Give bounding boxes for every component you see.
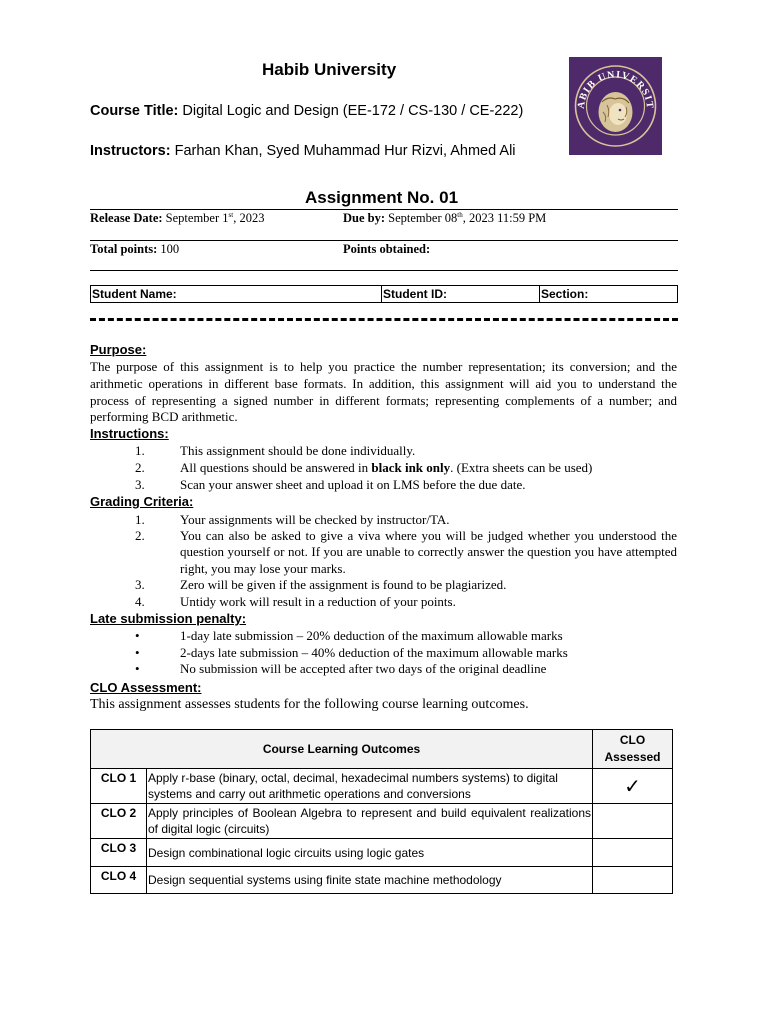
instructors-label: Instructors: xyxy=(90,143,171,159)
course-title-value: Digital Logic and Design (EE-172 / CS-130 / CE-222) xyxy=(178,103,524,119)
clo-assessed-cell xyxy=(593,867,673,894)
instruction-emphasis: black ink only xyxy=(371,460,451,475)
grading-item: Untidy work will result in a reduction of your points. xyxy=(180,594,456,609)
divider xyxy=(90,240,678,241)
list-number: 1. xyxy=(135,443,145,458)
purpose-text: The purpose of this assignment is to help you practice the number representation; its conversion; and the arithmetic operations in different base formats. In addition, this assignment will aid you to understand the process of representing a signed number in different formats; representing complements of a number; and performing BCD arithmetic. xyxy=(90,359,677,425)
instruction-text: . (Extra sheets can be used) xyxy=(450,460,593,475)
column-header-outcomes: Course Learning Outcomes xyxy=(91,730,593,769)
instructions-heading: Instructions: xyxy=(90,426,169,441)
divider xyxy=(90,209,678,210)
list-number: 3. xyxy=(135,577,145,592)
grading-item: Zero will be given if the assignment is found to be plagiarized. xyxy=(180,577,507,592)
release-date-year: , 2023 xyxy=(233,211,265,225)
instruction-item xyxy=(180,460,677,476)
due-date-time: , 2023 11:59 PM xyxy=(462,211,547,225)
bullet-icon: • xyxy=(135,661,140,676)
clo-assessed-cell xyxy=(593,804,673,839)
clo-description: Design combinational logic circuits using logic gates xyxy=(147,839,593,867)
table-row xyxy=(91,867,673,894)
table-row xyxy=(91,839,673,867)
total-points xyxy=(90,242,179,257)
instructors-line xyxy=(90,143,516,159)
clo-assessed-cell xyxy=(593,839,673,867)
due-date xyxy=(343,211,546,226)
instruction-item: Scan your answer sheet and upload it on LMS before the due date. xyxy=(180,477,526,492)
grading-heading: Grading Criteria: xyxy=(90,494,194,509)
list-number: 2. xyxy=(135,528,145,543)
points-obtained-label: Points obtained: xyxy=(343,242,431,256)
checkmark-icon: ✓ xyxy=(593,769,673,804)
release-date-suffix: st xyxy=(228,210,234,219)
clo-table xyxy=(90,729,673,894)
assignment-title: Assignment No. 01 xyxy=(305,188,459,207)
clo-description: Apply principles of Boolean Algebra to represent and build equivalent realizations of digital logic (circuits) xyxy=(147,804,593,839)
university-logo xyxy=(569,57,662,155)
total-points-label: Total points: xyxy=(90,242,158,256)
grading-item: You can also be asked to give a viva where you will be judged whether you understood the question yourself or not. If you are unable to correctly answer the question you have attempted right, you may lose your marks. xyxy=(180,528,677,576)
student-id-field[interactable]: Student ID: xyxy=(381,286,540,302)
university-title: Habib University xyxy=(262,60,397,79)
due-date-value: September 08 xyxy=(385,211,458,225)
university-seal-icon xyxy=(569,57,662,155)
clo-description: Apply r-base (binary, octal, decimal, hexadecimal numbers systems) to digital systems and carry out arithmetic operations and conversions xyxy=(147,769,593,804)
logo-text: ABIB UNIVERSIT xyxy=(575,69,656,110)
list-number: 3. xyxy=(135,477,145,492)
clo-id: CLO 4 xyxy=(91,867,147,894)
bullet-icon: • xyxy=(135,645,140,660)
column-header-assessed: CLO Assessed xyxy=(593,730,673,769)
total-points-value: 100 xyxy=(157,242,180,256)
section-field[interactable]: Section: xyxy=(539,286,678,302)
list-number: 2. xyxy=(135,460,145,475)
clo-description: Design sequential systems using finite state machine methodology xyxy=(147,867,593,894)
course-title-label: Course Title: xyxy=(90,103,179,119)
purpose-heading: Purpose: xyxy=(90,342,147,357)
list-number: 4. xyxy=(135,594,145,609)
table-row xyxy=(91,804,673,839)
late-penalty-item: 2-days late submission – 40% deduction of the maximum allowable marks xyxy=(180,645,568,660)
release-date xyxy=(90,211,264,226)
due-date-label: Due by: xyxy=(343,211,386,225)
late-penalty-item: 1-day late submission – 20% deduction of the maximum allowable marks xyxy=(180,628,563,643)
divider xyxy=(90,270,678,271)
instruction-item: This assignment should be done individually. xyxy=(180,443,416,458)
table-row xyxy=(91,769,673,804)
list-number: 1. xyxy=(135,512,145,527)
bullet-icon: • xyxy=(135,628,140,643)
clo-heading: CLO Assessment: xyxy=(90,680,202,695)
clo-id: CLO 3 xyxy=(91,839,147,867)
due-date-suffix: th xyxy=(457,210,463,219)
dashed-separator xyxy=(90,318,678,321)
release-date-label: Release Date: xyxy=(90,211,163,225)
late-penalty-item: No submission will be accepted after two days of the original deadline xyxy=(180,661,547,676)
grading-item: Your assignments will be checked by instructor/TA. xyxy=(180,512,450,527)
student-info-box xyxy=(90,285,678,303)
clo-id: CLO 2 xyxy=(91,804,147,839)
late-penalty-heading: Late submission penalty: xyxy=(90,611,247,626)
course-title-line xyxy=(90,103,523,119)
clo-intro: This assignment assesses students for the following course learning outcomes. xyxy=(90,697,529,712)
instructors-value: Farhan Khan, Syed Muhammad Hur Rizvi, Ahmed Ali xyxy=(170,143,516,159)
release-date-value: September 1 xyxy=(162,211,229,225)
clo-id: CLO 1 xyxy=(91,769,147,804)
table-header-row xyxy=(91,730,673,769)
instruction-text: All questions should be answered in xyxy=(180,460,372,475)
student-name-field[interactable]: Student Name: xyxy=(92,287,177,301)
